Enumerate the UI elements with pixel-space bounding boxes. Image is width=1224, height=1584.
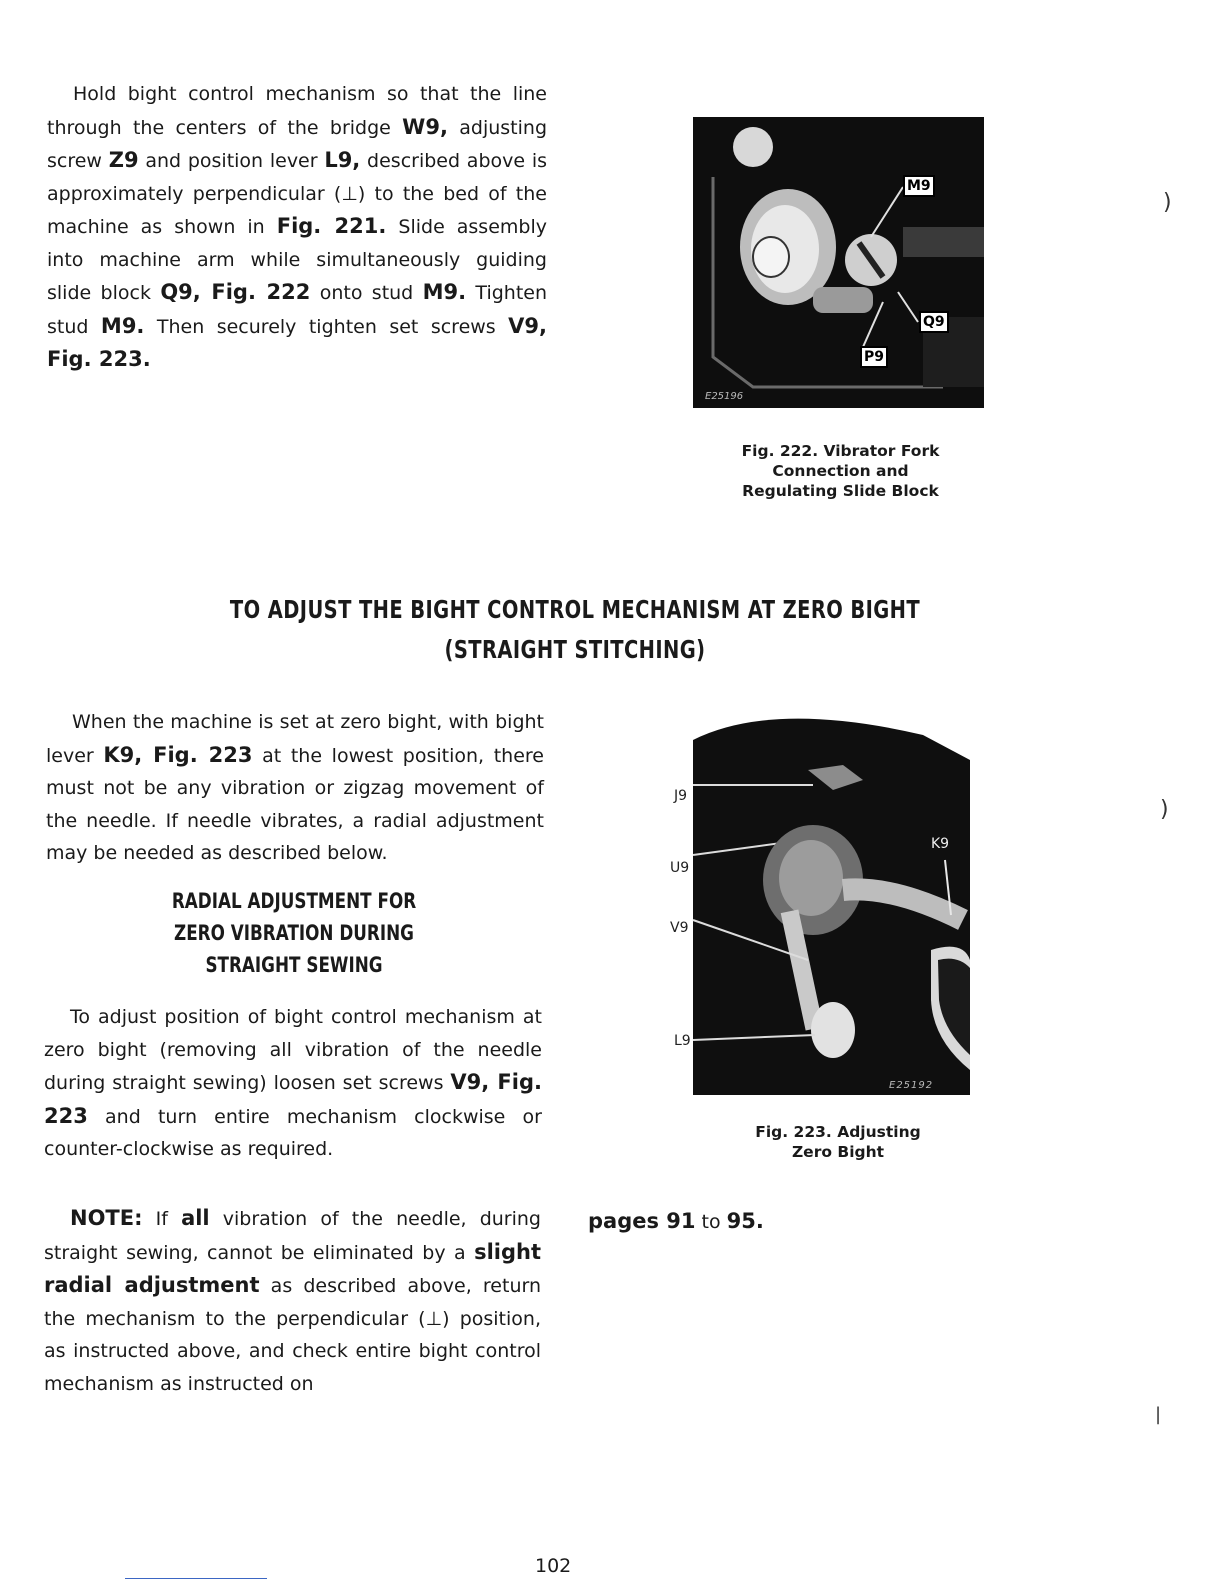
callout-v9: V9 <box>670 920 689 936</box>
zero-bight-paragraph: When the machine is set at zero bight, with bight lever K9, Fig. 223 at the lowest position, there must not be any vibration or zigzag movement of the needle. If needle vibrates, a radial adjustment may be needed as described below. <box>46 711 544 864</box>
figure-223-caption: Fig. 223. Adjusting Zero Bight <box>755 1123 921 1161</box>
radial-adjustment-subheading: RADIAL ADJUSTMENT FOR ZERO VIBRATION DURING STRAIGHT SEWING <box>171 889 417 977</box>
intro-paragraph: Hold bight control mechanism so that the line through the centers of the bridge W9, adjusting screw Z9 and position lever L9, described above is approximately perpendicular (⊥) to the bed of the machine as shown in Fig. 221. Slide assembly into machine arm while simultaneously guiding slide block Q9, Fig. 222 onto stud M9. Tighten stud M9. Then securely tighten set screws V9, Fig. 223. <box>47 83 548 371</box>
note-label: NOTE: <box>70 1206 143 1230</box>
callout-j9: J9 <box>674 788 688 804</box>
note-paragraph-continued: pages 91 to 95. <box>588 1209 764 1233</box>
margin-mark-3: | <box>1155 1404 1162 1425</box>
callout-p9: P9 <box>860 346 888 368</box>
callout-l9: L9 <box>674 1033 691 1049</box>
figure-222-code: E25196 <box>705 391 744 402</box>
footer-rule <box>125 1578 267 1579</box>
page-number: 102 <box>535 1555 572 1577</box>
callout-m9: M9 <box>903 175 935 197</box>
callout-q9: Q9 <box>919 311 949 333</box>
figure-223-code: E25192 <box>889 1080 934 1091</box>
vibrator-fork-illustration <box>693 117 984 408</box>
callout-u9: U9 <box>670 860 690 876</box>
radial-adjustment-paragraph: To adjust position of bight control mechanism at zero bight (removing all vibration of the needle during straight sewing) loosen set screws V9, Fig. 223 and turn entire mechanism clockwise or counter-clockwise as required. <box>44 1006 542 1160</box>
figure-223-photo <box>693 710 970 1095</box>
margin-mark-2: ) <box>1160 797 1169 822</box>
figure-222-photo <box>693 117 984 408</box>
figure-222-caption: Fig. 222. Vibrator Fork Connection and Regulating Slide Block <box>741 442 940 500</box>
note-paragraph: NOTE: If all vibration of the needle, during straight sewing, cannot be eliminated by a slight radial adjustment as described above, return the mechanism to the perpendicular (⊥) position, as instructed above, and check entire bight control mechanism as instructed on <box>44 1206 542 1395</box>
zero-bight-illustration <box>693 710 970 1095</box>
callout-k9-on-photo: K9 <box>931 836 950 852</box>
margin-mark-1: ) <box>1163 190 1172 215</box>
page-title: TO ADJUST THE BIGHT CONTROL MECHANISM AT ZERO BIGHT (STRAIGHT STITCHING) <box>229 595 921 664</box>
